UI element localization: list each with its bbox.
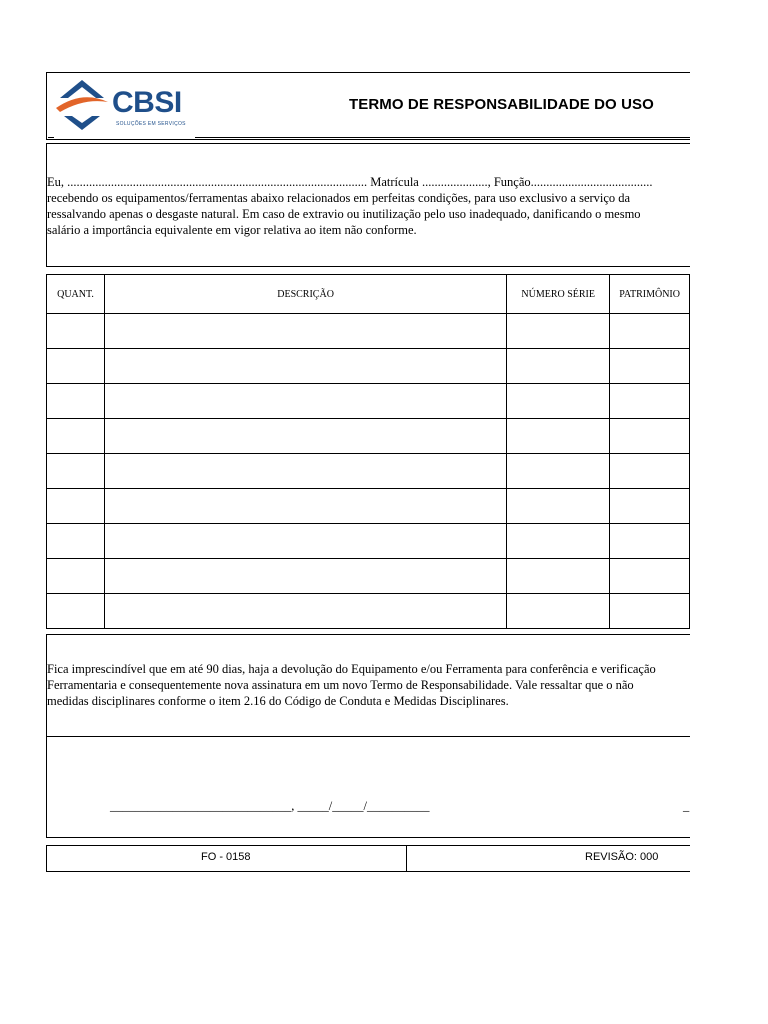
logo-underline bbox=[48, 137, 54, 138]
cell-numero-serie[interactable] bbox=[507, 314, 610, 349]
table-row bbox=[47, 419, 691, 454]
table-row bbox=[47, 594, 691, 629]
cell-descricao[interactable] bbox=[104, 419, 506, 454]
cell-numero-serie[interactable] bbox=[507, 419, 610, 454]
revision-label: REVISÃO: 000 bbox=[585, 851, 659, 863]
cell-patrimonio[interactable] bbox=[610, 594, 690, 629]
table-row bbox=[47, 314, 691, 349]
cell-quant[interactable] bbox=[47, 314, 105, 349]
cell-patrimonio[interactable] bbox=[610, 524, 690, 559]
cell-quant[interactable] bbox=[47, 454, 105, 489]
table-row bbox=[47, 349, 691, 384]
cell-descricao[interactable] bbox=[104, 524, 506, 559]
cell-patrimonio[interactable] bbox=[610, 419, 690, 454]
table-row bbox=[47, 524, 691, 559]
cell-quant[interactable] bbox=[47, 384, 105, 419]
column-header-numero-serie: NÚMERO SÉRIE bbox=[507, 275, 610, 314]
column-header-patrimonio: PATRIMÔNIO bbox=[610, 275, 690, 314]
place-date-field[interactable]: _____________________________, _____/_____/__________ bbox=[110, 799, 430, 813]
cell-patrimonio[interactable] bbox=[610, 559, 690, 594]
cell-quant[interactable] bbox=[47, 489, 105, 524]
cell-descricao[interactable] bbox=[104, 384, 506, 419]
cell-patrimonio[interactable] bbox=[610, 314, 690, 349]
intro-line-4: salário a importância equivalente em vigor relativa ao item não conforme. bbox=[47, 223, 417, 237]
cell-descricao[interactable] bbox=[104, 349, 506, 384]
table-row bbox=[47, 384, 691, 419]
form-code: FO - 0158 bbox=[201, 851, 251, 863]
note-line-2: Ferramentaria e consequentemente nova assinatura em um novo Termo de Responsabilidade. Vale ressaltar que o não bbox=[47, 678, 634, 692]
equipment-table bbox=[46, 274, 690, 629]
table-header-row bbox=[47, 275, 691, 314]
cell-patrimonio[interactable] bbox=[610, 454, 690, 489]
cell-quant[interactable] bbox=[47, 419, 105, 454]
cell-descricao[interactable] bbox=[104, 559, 506, 594]
cell-descricao[interactable] bbox=[104, 314, 506, 349]
cell-descricao[interactable] bbox=[104, 489, 506, 524]
document-title: TERMO DE RESPONSABILIDADE DO USO bbox=[349, 96, 654, 113]
cell-quant[interactable] bbox=[47, 524, 105, 559]
cell-numero-serie[interactable] bbox=[507, 594, 610, 629]
title-underline bbox=[195, 137, 690, 138]
intro-line-1: Eu, ................................................................................................ Matrícula ....................., Função....................................... bbox=[47, 175, 653, 189]
intro-line-3: ressalvando apenas o desgaste natural. Em caso de extravio ou inutilização pelo uso inadequado, danificando o mesmo bbox=[47, 207, 641, 221]
cell-patrimonio[interactable] bbox=[610, 384, 690, 419]
cell-numero-serie[interactable] bbox=[507, 384, 610, 419]
column-header-descricao: DESCRIÇÃO bbox=[104, 275, 506, 314]
cell-numero-serie[interactable] bbox=[507, 524, 610, 559]
note-line-1: Fica imprescindível que em até 90 dias, haja a devolução do Equipamento e/ou Ferramenta para conferência e verificação bbox=[47, 662, 656, 676]
cell-numero-serie[interactable] bbox=[507, 559, 610, 594]
cell-descricao[interactable] bbox=[104, 454, 506, 489]
cell-quant[interactable] bbox=[47, 594, 105, 629]
table-row bbox=[47, 454, 691, 489]
logo-tagline: SOLUÇÕES EM SERVIÇOS bbox=[116, 121, 186, 127]
cell-descricao[interactable] bbox=[104, 594, 506, 629]
note-divider bbox=[46, 736, 690, 737]
table-row bbox=[47, 559, 691, 594]
logo-wordmark: CBSI bbox=[112, 86, 182, 119]
footer-divider bbox=[406, 845, 407, 871]
intro-line-2: recebendo os equipamentos/ferramentas abaixo relacionados em perfeitas condições, para uso exclusivo a serviço da bbox=[47, 191, 631, 205]
cell-quant[interactable] bbox=[47, 349, 105, 384]
cell-numero-serie[interactable] bbox=[507, 349, 610, 384]
note-line-3: medidas disciplinares conforme o item 2.16 do Código de Conduta e Medidas Disciplinares. bbox=[47, 694, 509, 708]
cell-numero-serie[interactable] bbox=[507, 489, 610, 524]
cell-quant[interactable] bbox=[47, 559, 105, 594]
table-row bbox=[47, 489, 691, 524]
column-header-quant: QUANT. bbox=[47, 275, 105, 314]
cell-numero-serie[interactable] bbox=[507, 454, 610, 489]
cell-patrimonio[interactable] bbox=[610, 349, 690, 384]
cell-patrimonio[interactable] bbox=[610, 489, 690, 524]
signature-field-mark[interactable]: _ bbox=[683, 799, 690, 813]
